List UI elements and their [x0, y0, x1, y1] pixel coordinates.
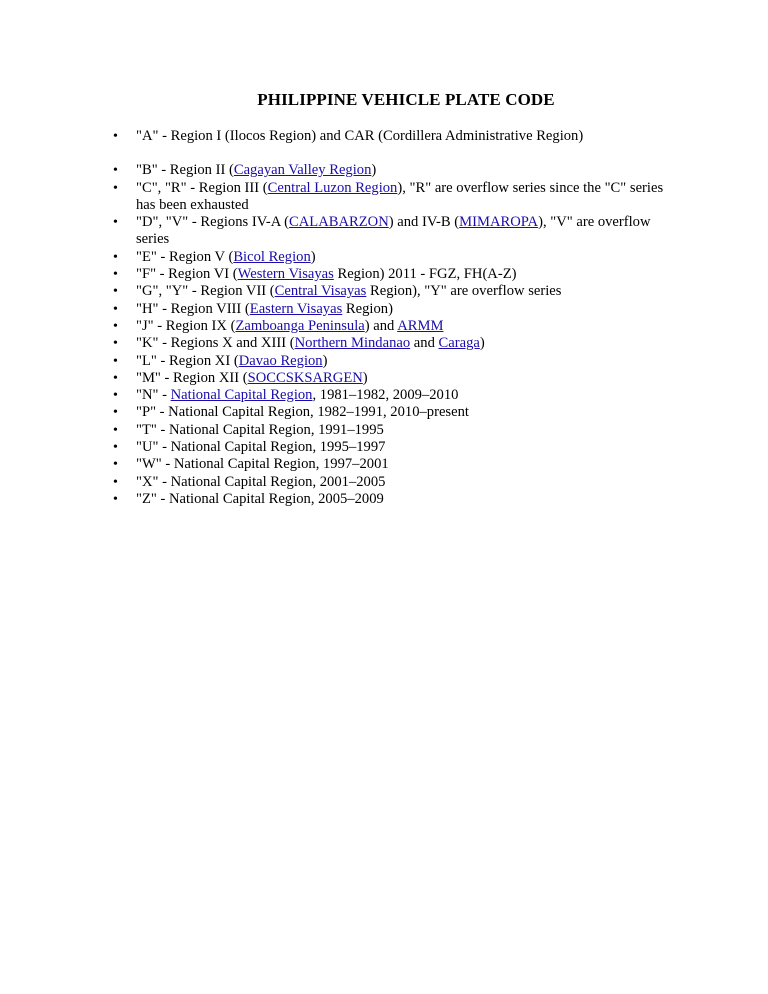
- item-text: "A" - Region I (Ilocos Region) and CAR (Cordillera Administrative Region): [136, 128, 584, 144]
- item-text: ): [479, 335, 485, 352]
- item-text: "P" - National Capital Region, 1982–1991, 2010–present: [136, 404, 469, 421]
- list-item: [113, 404, 681, 421]
- list-item: [113, 473, 681, 491]
- bullet-icon: •: [113, 370, 118, 386]
- item-text: Region): [342, 300, 393, 317]
- list-item: [113, 283, 681, 300]
- item-text: ): [362, 369, 368, 386]
- list-item: [113, 300, 681, 318]
- item-text: ), "R" are overflow series since the "C" series has been exhausted: [136, 179, 664, 213]
- bullet-icon: •: [113, 284, 118, 300]
- region-link[interactable]: Northern Mindanao: [294, 335, 411, 352]
- region-link[interactable]: National Capital Region: [170, 387, 313, 404]
- list-item: [113, 352, 681, 370]
- bullet-icon: •: [113, 163, 118, 179]
- region-link[interactable]: Eastern Visayas: [249, 300, 343, 317]
- bullet-icon: •: [113, 249, 118, 265]
- bullet-icon: •: [113, 440, 118, 456]
- list-item: [113, 162, 681, 179]
- list-item: [113, 266, 681, 283]
- region-link[interactable]: Central Luzon Region: [267, 179, 398, 196]
- item-text: "K" - Regions X and XIII (: [136, 335, 295, 352]
- item-text: ) and: [364, 317, 398, 334]
- item-text: "T" - National Capital Region, 1991–1995: [136, 421, 384, 438]
- list-item: [113, 317, 681, 335]
- item-text: "J" - Region IX (: [136, 317, 236, 334]
- list-item: [113, 369, 681, 387]
- region-link[interactable]: Central Visayas: [274, 283, 367, 300]
- region-link[interactable]: Cagayan Valley Region: [233, 162, 372, 179]
- item-text: "H" - Region VIII (: [136, 300, 250, 317]
- bullet-icon: •: [113, 215, 118, 231]
- list-item: [113, 387, 681, 404]
- item-text: "Z" - National Capital Region, 2005–2009: [136, 490, 384, 507]
- region-link[interactable]: ARMM: [397, 317, 444, 334]
- item-text: ): [310, 248, 316, 265]
- item-text: ), "V" are overflow series: [136, 214, 651, 248]
- bullet-icon: •: [113, 491, 118, 507]
- region-link[interactable]: Caraga: [438, 335, 480, 352]
- bullet-icon: •: [113, 180, 118, 196]
- item-text: "F" - Region VI (: [136, 266, 238, 283]
- region-link[interactable]: Zamboanga Peninsula: [235, 317, 365, 334]
- page-title: PHILIPPINE VEHICLE PLATE CODE: [257, 90, 555, 109]
- item-text: "X" - National Capital Region, 2001–2005: [136, 473, 386, 490]
- item-text: "W" - National Capital Region, 1997–2001: [136, 456, 389, 473]
- item-text: "N" -: [136, 387, 171, 404]
- bullet-icon: •: [113, 474, 118, 490]
- bullet-icon: •: [113, 457, 118, 473]
- bullet-icon: •: [113, 267, 118, 283]
- list-item: [113, 490, 681, 508]
- region-link[interactable]: Davao Region: [238, 352, 323, 369]
- bullet-icon: •: [113, 405, 118, 421]
- plate-code-list: [113, 128, 681, 508]
- item-text: Region) 2011 - FGZ, FH(A-Z): [333, 266, 517, 283]
- item-text: "L" - Region XI (: [136, 352, 239, 369]
- list-item: [113, 214, 681, 249]
- item-text: "C", "R" - Region III (: [136, 179, 268, 196]
- bullet-icon: •: [113, 388, 118, 404]
- item-text: ) and IV-B (: [388, 214, 460, 231]
- item-text: "M" - Region XII (: [136, 369, 248, 386]
- item-text: Region), "Y" are overflow series: [366, 283, 562, 300]
- list-item: [113, 421, 681, 439]
- list-item: [113, 439, 681, 456]
- region-link[interactable]: MIMAROPA: [459, 214, 539, 231]
- bullet-icon: •: [113, 353, 118, 369]
- list-item: [113, 335, 681, 352]
- bullet-icon: •: [113, 301, 118, 317]
- list-item: [113, 248, 681, 266]
- bullet-icon: •: [113, 336, 118, 352]
- item-text: "G", "Y" - Region VII (: [136, 283, 275, 300]
- list-item: [113, 456, 681, 473]
- bullet-icon: •: [113, 318, 118, 334]
- item-text: "B" - Region II (: [136, 162, 234, 179]
- item-text: , 1981–1982, 2009–2010: [312, 387, 459, 404]
- item-text: and: [410, 335, 439, 352]
- item-text: "D", "V" - Regions IV-A (: [136, 214, 290, 231]
- item-text: "U" - National Capital Region, 1995–1997: [136, 439, 386, 456]
- list-item: [113, 128, 681, 145]
- bullet-icon: •: [113, 422, 118, 438]
- region-link[interactable]: CALABARZON: [289, 214, 389, 231]
- list-item: [113, 179, 681, 215]
- item-text: ): [371, 162, 377, 179]
- item-text: ): [322, 352, 328, 369]
- region-link[interactable]: SOCCSKSARGEN: [247, 369, 363, 386]
- item-text: "E" - Region V (: [136, 248, 234, 265]
- region-link[interactable]: Bicol Region: [233, 248, 311, 265]
- region-link[interactable]: Western Visayas: [237, 266, 334, 283]
- bullet-icon: •: [113, 129, 118, 144]
